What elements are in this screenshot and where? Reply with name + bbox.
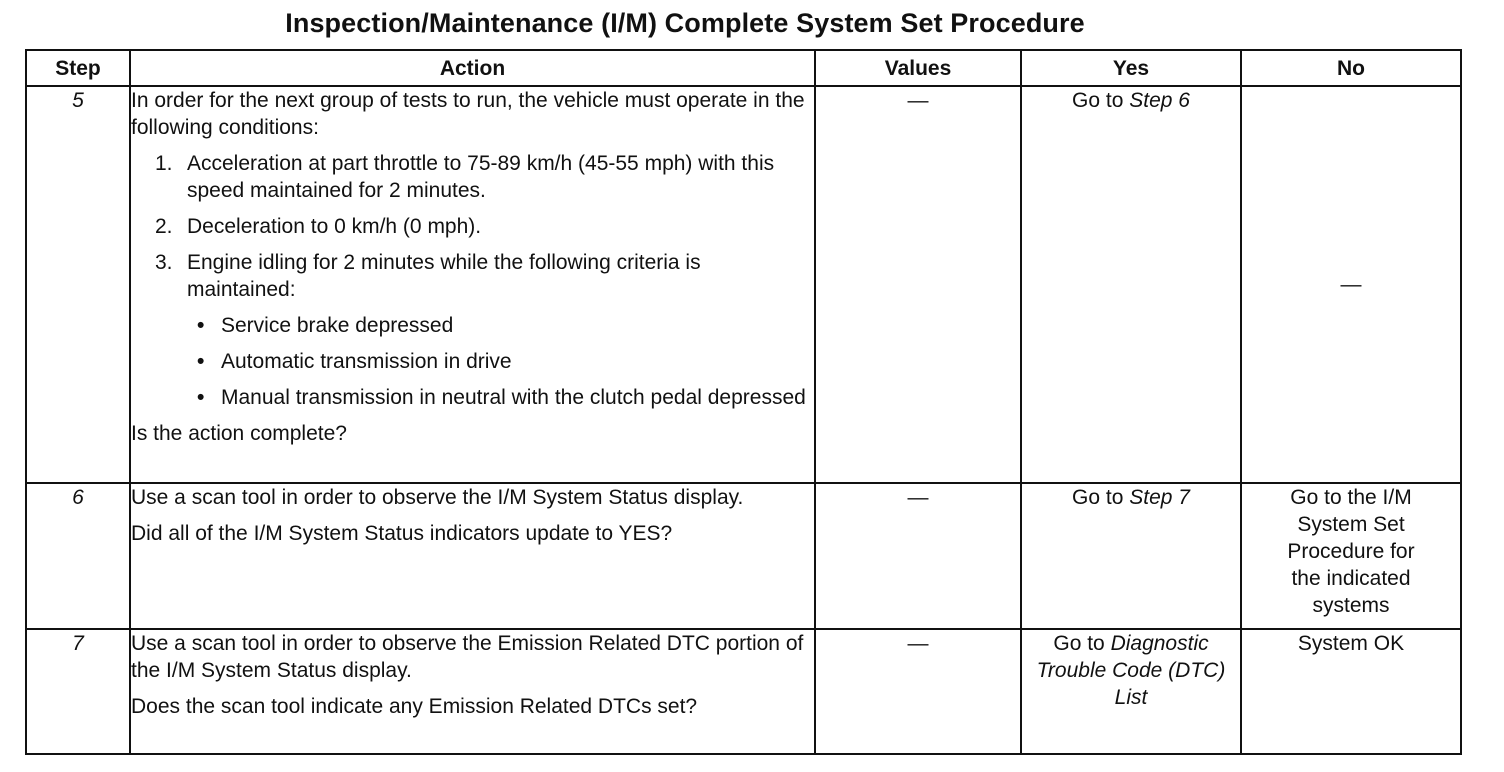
table-row-step-6 xyxy=(26,483,1461,629)
list-item xyxy=(155,150,814,204)
values-cell: — xyxy=(815,629,1021,754)
condition-list xyxy=(131,150,814,420)
yes-link[interactable]: Diagnostic Trouble Code (DTC) List xyxy=(1036,632,1226,709)
bullet-icon: • xyxy=(197,314,205,337)
no-cell xyxy=(1241,483,1461,629)
table-row-step-7 xyxy=(26,629,1461,754)
table-row-step-5 xyxy=(26,86,1461,483)
header-step: Step xyxy=(26,50,130,86)
procedure-table xyxy=(25,49,1462,755)
action-question: Is the action complete? xyxy=(131,422,347,445)
item-text: Acceleration at part throttle to 75-89 km/h (45-55 mph) with this speed maintained for 2 minutes. xyxy=(187,152,775,202)
step-number: 5 xyxy=(26,86,130,483)
item-number: 2. xyxy=(155,215,173,238)
step-number: 7 xyxy=(26,629,130,754)
bullet-text: Automatic transmission in drive xyxy=(221,350,512,373)
list-item xyxy=(197,348,814,375)
yes-cell xyxy=(1021,86,1241,483)
yes-link[interactable]: Step 6 xyxy=(1129,89,1190,112)
bullet-text: Service brake depressed xyxy=(221,314,454,337)
criteria-list xyxy=(187,312,814,411)
yes-link[interactable]: Step 7 xyxy=(1129,486,1190,509)
values-cell: — xyxy=(815,483,1021,629)
step-number: 6 xyxy=(26,483,130,629)
bullet-text: Manual transmission in neutral with the clutch pedal depressed xyxy=(221,386,806,409)
list-item xyxy=(197,384,814,411)
yes-content xyxy=(1022,484,1240,513)
header-action: Action xyxy=(130,50,815,86)
yes-prefix: Go to xyxy=(1053,632,1111,655)
item-text: Deceleration to 0 km/h (0 mph). xyxy=(187,215,482,238)
action-intro: Use a scan tool in order to observe the I/M System Status display. xyxy=(131,486,744,509)
header-values: Values xyxy=(815,50,1021,86)
no-content: System OK xyxy=(1297,632,1405,655)
action-cell xyxy=(130,86,815,483)
item-text: Engine idling for 2 minutes while the following criteria is maintained: xyxy=(187,251,701,301)
bullet-icon: • xyxy=(197,386,205,409)
header-yes: Yes xyxy=(1021,50,1241,86)
no-cell xyxy=(1241,629,1461,754)
yes-content xyxy=(1022,87,1240,116)
action-cell xyxy=(130,629,815,754)
list-item xyxy=(155,249,814,420)
yes-cell xyxy=(1021,483,1241,629)
yes-prefix: Go to xyxy=(1072,89,1130,112)
item-number: 1. xyxy=(155,152,173,175)
page-title: Inspection/Maintenance (I/M) Complete System Set Procedure xyxy=(285,8,1085,38)
action-question: Did all of the I/M System Status indicators update to YES? xyxy=(131,522,673,545)
no-cell: — xyxy=(1241,86,1461,483)
header-row xyxy=(26,50,1461,86)
header-no: No xyxy=(1241,50,1461,86)
action-intro: In order for the next group of tests to run, the vehicle must operate in the following conditions: xyxy=(131,89,805,139)
no-content: Go to the I/M System Set Procedure for the indicated systems xyxy=(1287,486,1415,617)
yes-content xyxy=(1022,630,1240,713)
bullet-icon: • xyxy=(197,350,205,373)
values-cell: — xyxy=(815,86,1021,483)
action-cell xyxy=(130,483,815,629)
action-intro: Use a scan tool in order to observe the Emission Related DTC portion of the I/M System Status display. xyxy=(131,632,804,682)
yes-cell xyxy=(1021,629,1241,754)
yes-prefix: Go to xyxy=(1072,486,1130,509)
item-number: 3. xyxy=(155,251,173,274)
item-body xyxy=(187,249,814,420)
list-item xyxy=(197,312,814,339)
action-question: Does the scan tool indicate any Emission Related DTCs set? xyxy=(131,695,698,718)
list-item xyxy=(155,213,814,240)
